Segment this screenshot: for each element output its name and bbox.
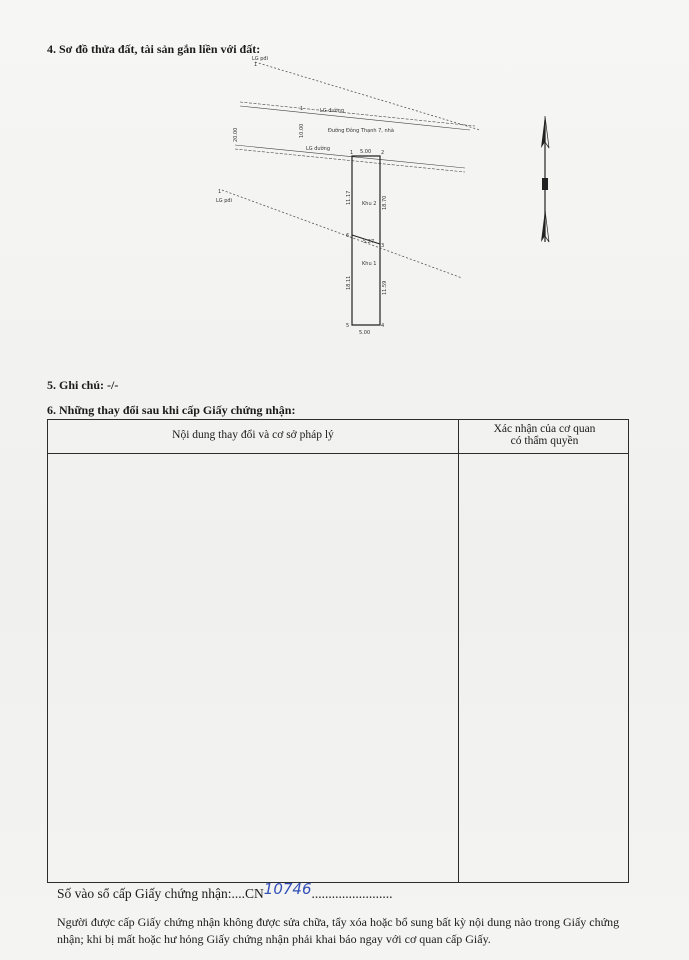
registry-trail-dots: ........................: [311, 886, 393, 901]
lg-power-label-upper: LG pđi: [252, 56, 268, 62]
registry-number-line: [57, 880, 393, 902]
road-total-width: 20.00: [233, 127, 239, 142]
point-2: 2: [381, 150, 385, 156]
footer-note: Người được cấp Giấy chứng nhận không được sửa chữa, tẩy xóa hoặc bổ sung bất kỳ nội dung nào trong Giấy chứng nhận; khi bị mất hoặc hư hỏng Giấy chứng nhận phải khai báo ngay với cơ quan cấp Giấy.: [57, 915, 620, 946]
registry-prefix: CN: [245, 886, 264, 901]
point-4: 4: [381, 323, 385, 329]
column-header-changes: Nội dung thay đổi và cơ sở pháp lý: [172, 429, 334, 441]
road-width: 10.00: [299, 123, 305, 138]
changes-table: [47, 419, 629, 883]
point-5: 5: [346, 323, 350, 329]
section-4-heading: 4. Sơ đồ thửa đất, tài sản gắn liền với đất:: [47, 42, 261, 56]
north-arrow-icon: [541, 116, 549, 242]
point-1: 1: [350, 150, 354, 156]
registry-lead-dots: ....: [231, 886, 246, 901]
column-header-confirmation-line1: Xác nhận của cơ quan: [493, 423, 596, 435]
power-line-lower: [222, 190, 462, 278]
power-line-upper: [255, 62, 480, 130]
section-5-heading: 5. Ghi chú: -/-: [47, 378, 119, 392]
land-plot-diagram: [200, 50, 620, 350]
top-edge-length: 5.00: [360, 149, 372, 155]
zone-1-label: Khu 1: [362, 261, 377, 267]
road-edge-top: [240, 106, 470, 130]
point-6: 6: [346, 233, 350, 239]
right-upper-length: 18.70: [382, 195, 388, 210]
road-edge-bottom: [235, 145, 465, 168]
point-road: 1: [300, 106, 304, 112]
right-lower-length: 11.59: [382, 280, 388, 295]
mid-edge-length: 5.27: [363, 239, 375, 245]
table-column-divider: [458, 420, 459, 882]
section-6-heading: 6. Những thay đổi sau khi cấp Giấy chứng nhận:: [47, 403, 296, 417]
road-name-label: Đường Đông Thạnh 7, nhà: [328, 128, 394, 134]
registry-handwritten-number: 10746: [263, 880, 312, 898]
zone-2-label: Khu 2: [362, 201, 377, 207]
lg-power-label-lower: LG pđi: [216, 198, 232, 204]
point-lg-upper: 1: [254, 62, 258, 68]
bottom-edge-length: 5.00: [359, 330, 371, 336]
table-header-divider: [48, 453, 628, 454]
lg-road-label-top: LG đường: [320, 108, 344, 114]
left-upper-length: 11.17: [346, 190, 352, 205]
registry-label: Số vào sổ cấp Giấy chứng nhận:: [57, 886, 232, 901]
lg-road-label-bottom: LG đường: [306, 146, 330, 152]
point-3: 3: [381, 243, 385, 249]
road-boundary-dashed-top: [240, 102, 475, 126]
column-header-confirmation-line2: có thẩm quyền: [510, 435, 579, 447]
left-lower-length: 18.11: [346, 275, 352, 290]
column-header-confirmation: [459, 423, 630, 447]
point-lg-lower: 1: [218, 189, 222, 195]
